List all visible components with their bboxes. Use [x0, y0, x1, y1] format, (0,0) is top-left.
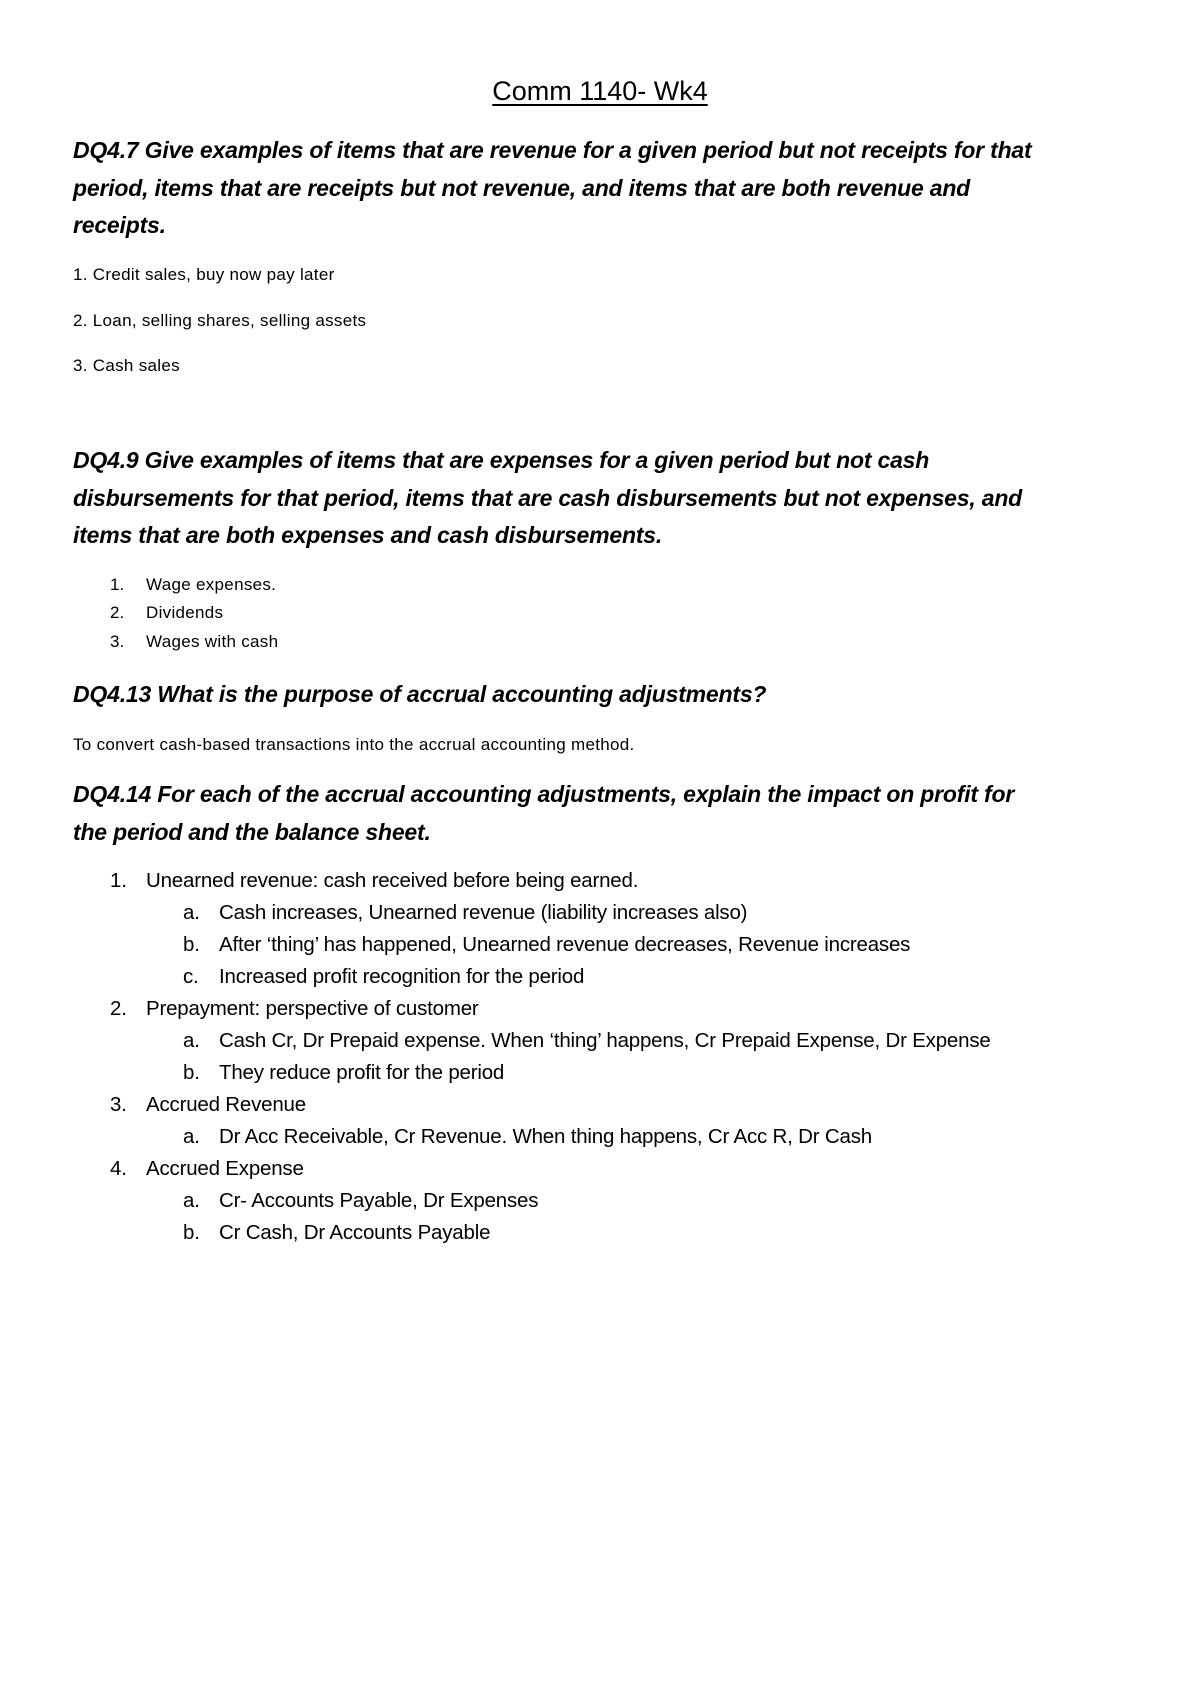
list-letter: a. [183, 1125, 200, 1148]
question-line: disbursements for that period, items that are cash disbursements but not expenses, and [73, 484, 1023, 511]
question-line: DQ4.7 Give examples of items that are revenue for a given period but not receipts for that [73, 137, 1032, 163]
list-number: 3. [110, 1093, 127, 1116]
question-line: period, items that are receipts but not revenue, and items that are both revenue and [73, 174, 971, 201]
list-number: 2. [110, 997, 127, 1020]
list-text: Cash Cr, Dr Prepaid expense. When ‘thing’ happens, Cr Prepaid Expense, Dr Expense [219, 1029, 991, 1052]
list-number: 2. [110, 603, 125, 622]
list-letter: a. [183, 1029, 200, 1052]
question-line: DQ4.13 What is the purpose of accrual accounting adjustments? [73, 681, 767, 707]
question-line: items that are both expenses and cash disbursements. [73, 522, 663, 548]
list-text: Accrued Revenue [146, 1093, 306, 1116]
list-text: Accrued Expense [146, 1157, 304, 1180]
list-number: 1. [110, 575, 125, 594]
list-letter: b. [183, 933, 200, 956]
list-text: Increased profit recognition for the period [219, 965, 585, 988]
list-text: They reduce profit for the period [219, 1061, 505, 1084]
answer-line: 3. Cash sales [73, 356, 180, 375]
list-text: After ‘thing’ has happened, Unearned revenue decreases, Revenue increases [219, 933, 911, 956]
list-text: Dividends [146, 603, 224, 622]
list-text: Dr Acc Receivable, Cr Revenue. When thing happens, Cr Acc R, Dr Cash [219, 1125, 872, 1148]
list-number: 4. [110, 1157, 127, 1180]
question-dq4-13 [73, 676, 1143, 714]
list-number: 3. [110, 632, 125, 651]
list-text: Unearned revenue: cash received before being earned. [146, 869, 639, 892]
list-text: Cash increases, Unearned revenue (liability increases also) [219, 901, 748, 924]
answer-line: 2. Loan, selling shares, selling assets [73, 311, 367, 330]
question-line: receipts. [73, 212, 166, 238]
question-dq4-9 [73, 442, 1143, 555]
page-title: Comm 1140- Wk4 [492, 76, 708, 106]
list-text: Cr- Accounts Payable, Dr Expenses [219, 1189, 539, 1212]
list-text: Wage expenses. [146, 575, 277, 594]
list-number: 1. [110, 869, 127, 892]
list-letter: c. [183, 965, 199, 988]
question-line: DQ4.14 For each of the accrual accounting adjustments, explain the impact on profit for [73, 781, 1015, 807]
answer-line: 1. Credit sales, buy now pay later [73, 265, 335, 284]
question-line: DQ4.9 Give examples of items that are expenses for a given period but not cash [73, 447, 930, 473]
question-line: the period and the balance sheet. [73, 818, 431, 845]
list-text: Cr Cash, Dr Accounts Payable [219, 1221, 491, 1244]
list-letter: a. [183, 1189, 200, 1212]
list-letter: a. [183, 901, 200, 924]
list-text: Wages with cash [146, 632, 279, 651]
question-dq4-14 [73, 776, 1143, 851]
answer-line: To convert cash-based transactions into the accrual accounting method. [73, 735, 635, 754]
list-letter: b. [183, 1221, 200, 1244]
list-letter: b. [183, 1061, 200, 1084]
question-dq4-7 [73, 132, 1143, 245]
list-text: Prepayment: perspective of customer [146, 997, 479, 1020]
